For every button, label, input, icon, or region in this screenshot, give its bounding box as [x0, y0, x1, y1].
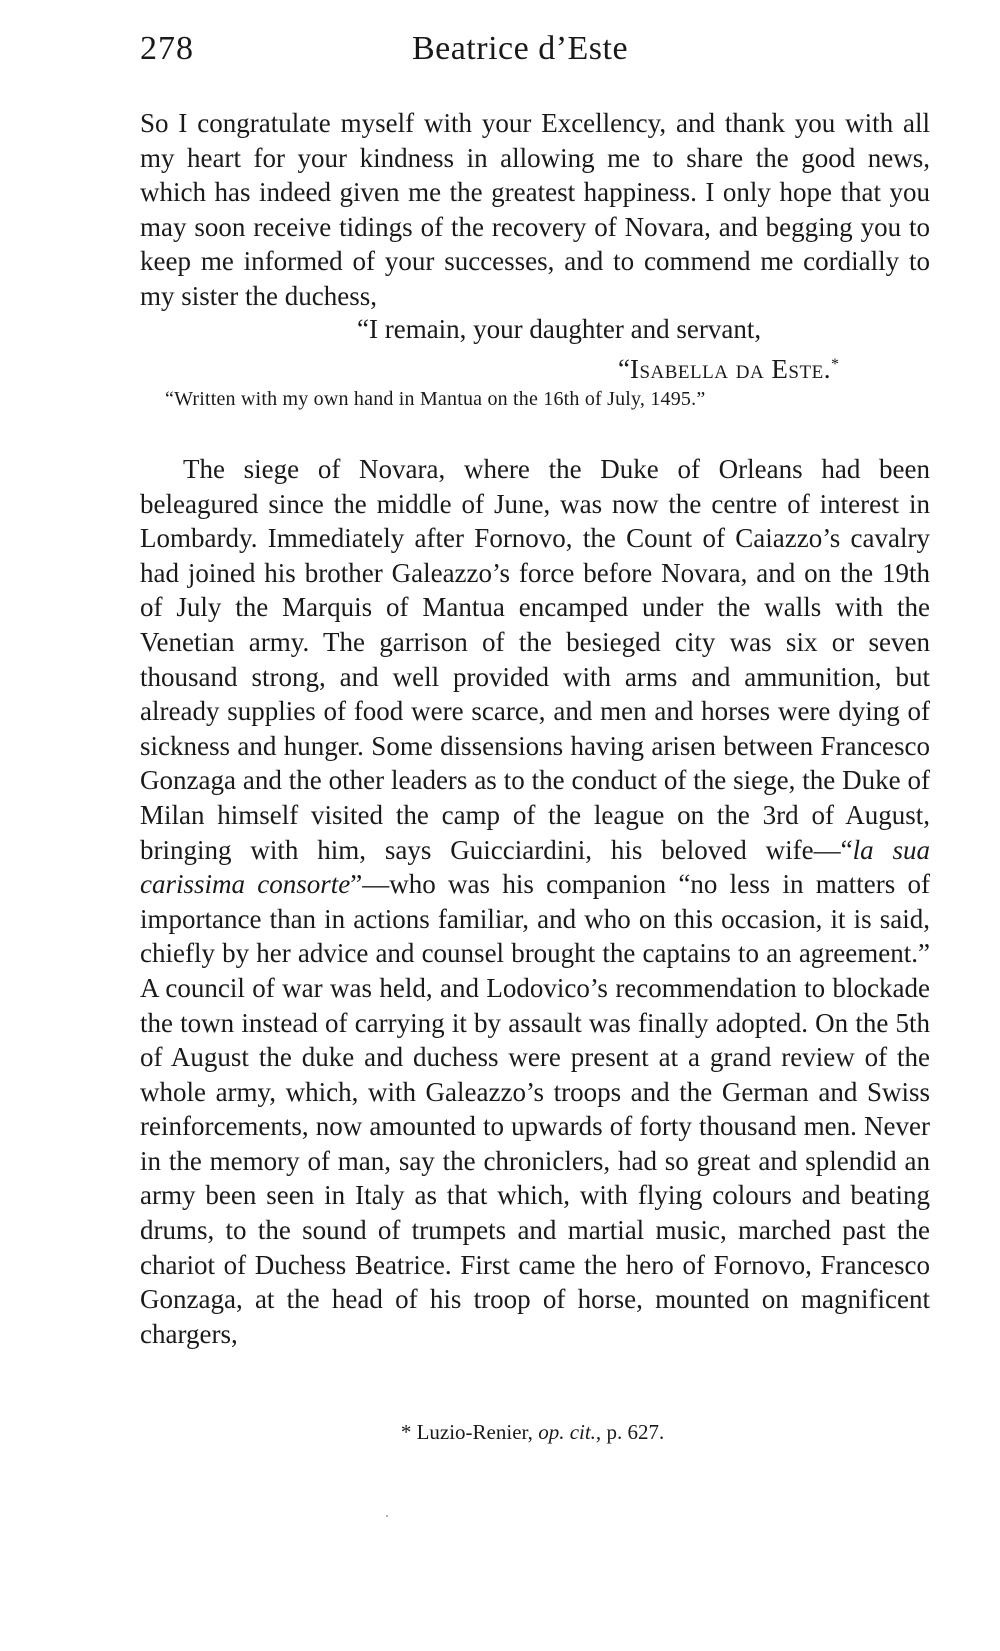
footnote-author: Luzio-Renier, — [416, 1420, 533, 1444]
body-paragraph — [140, 452, 930, 1351]
footnote — [0, 1418, 1000, 1446]
letter-text — [140, 106, 930, 314]
body-text-part-2: ”—who was his companion “no less in matters of importance than in actions familiar, and who on this occasion, it is said, chiefly by her advice and counsel brought the captains to an agreement.” A council of war was held, and Lodovico’s recommendation to blockade the town instead of carrying it by assault was finally adopted. On the 5th of August the duke and duchess were present at a grand review of the whole army, which, with Galeazzo’s troops and the German and Swiss reinforcements, now amounted to upwards of forty thousand men. Never in the memory of man, say the chroniclers, had so great and splendid an army been seen in Italy as that which, with flying colours and beating drums, to the sound of trumpets and martial music, marched past the chariot of Duchess Beatrice. First came the hero of Fornovo, Francesco Gonzaga, at the head of his troop of horse, mounted on magnificent chargers, — [140, 869, 930, 1349]
footnote-reference: * — [830, 356, 839, 373]
footnote-page: p. 627. — [606, 1420, 665, 1444]
page-speck — [386, 1515, 388, 1517]
page-number: 278 — [140, 30, 194, 67]
page-header — [140, 30, 900, 80]
letter-dateline: “Written with my own hand in Mantua on the 16th of July, 1495.” — [165, 388, 706, 410]
running-head: Beatrice d’Este — [411, 30, 629, 67]
letter-closing: “I remain, your daughter and servant, — [357, 314, 762, 344]
footnote-italic: op. cit., — [538, 1420, 602, 1444]
body-text — [140, 452, 930, 1351]
signature-open-quote: “ — [618, 354, 630, 384]
signature-name: Isabella da Este. — [629, 354, 831, 384]
letter-paragraph: So I congratulate myself with your Excellency, and thank you with all my heart for your kindness in allowing me to share the good news, which has indeed given me the greatest happiness. I only hope that you may soon receive tidings of the recovery of Novara, and begging you to keep me informed of your successes, and to commend me cordially to my sister the duchess, — [140, 108, 930, 311]
italic-quotation: la sua carissima consorte — [140, 834, 930, 900]
body-text-part-1: The siege of Novara, where the Duke of Orleans had been beleagured since the middle of June, was now the centre of interest in Lombardy. Immediately after Fornovo, the Count of Caiazzo’s cavalry had joined his brother Galeazzo’s force before Novara, and on the 19th of July the Marquis of Mantua encamped under the walls with the Venetian army. The garrison of the besieged city was six or seven thousand strong, and well provided with arms and ammunition, but already supplies of food were scarce, and men and horses were dying of sickness and hunger. Some dissensions having arisen between Francesco Gonzaga and the other leaders as to the conduct of the siege, the Duke of Milan himself visited the camp of the league on the 3rd of August, bringing with him, says Guicciardini, his beloved wife—“ — [140, 454, 930, 865]
letter-signature — [618, 348, 839, 387]
footnote-mark: * — [400, 1420, 412, 1444]
